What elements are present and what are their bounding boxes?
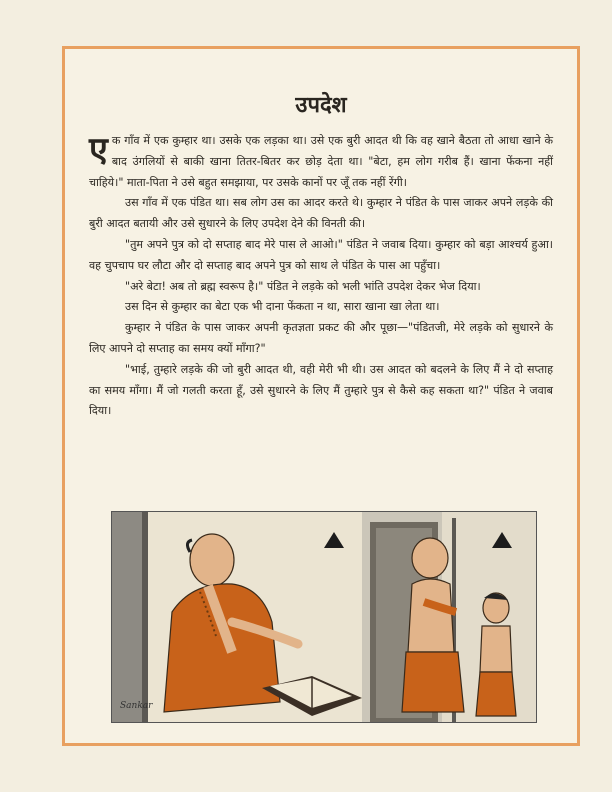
page-title: उपदेश (295, 93, 347, 118)
artist-signature: Sankar (120, 701, 153, 711)
story-illustration (111, 511, 537, 723)
paragraph-4: "अरे बेटा! अब तो ब्रह्म स्वरूप है।" पंडित ने लड़के को भली भांति उपदेश देकर भेज दिया। (125, 279, 481, 293)
paragraph-3: "तुम अपने पुत्र को दो सप्ताह बाद मेरे पास ले आओ।" पंडित ने जवाब दिया। कुम्हार को बड़ा आश्चर्य हुआ। वह चुपचाप घर लौटा और दो सप्ताह बाद अपने पुत्र को साथ ले पंडित के पास आ पहुँचा। (89, 237, 553, 272)
paragraph-1: एक गाँव में एक कुम्हार था। उसके एक लड़का था। उसे एक बुरी आदत थी कि वह खाने बैठता तो आधा खाने के बाद उंगलियों से बाकी खाना तितर-बितर कर छोड़ देता था। "बेटा, हम लोग गरीब हैं। खाना फेंकना नहीं चाहिये।" माता-पिता ने उसे बहुत समझाया, पर उसके कानों पर जूँ तक नहीं रेंगी। (89, 130, 553, 189)
paragraph-2: उस गाँव में एक पंडित था। सब लोग उस का आदर करते थे। कुम्हार ने पंडित के पास जाकर अपने लड़के की बुरी आदत बतायी और उसे सुधारने के लिए उपदेश देने की विनती की। (89, 196, 553, 231)
paragraph-5: उस दिन से कुम्हार का बेटा एक भी दाना फेंकता न था, सारा खाना खा लेता था। (125, 300, 440, 314)
paragraph-6: कुम्हार ने पंडित के पास जाकर अपनी कृतज्ञता प्रकट की और पूछा—"पंडितजी, मेरे लड़के को सुधारने के लिए आपने दो सप्ताह का समय क्यों माँगा?" (89, 321, 553, 355)
story-text (89, 131, 553, 422)
story-frame (62, 46, 580, 746)
drop-cap: ए (89, 130, 108, 170)
paragraph-7: "भाई, तुम्हारे लड़के की जो बुरी आदत थी, वही मेरी भी थी। उस आदत को बदलने के लिए मैं ने दो सप्ताह का समय माँगा। मैं जो गलती करता हूँ, उसे सुधारने के लिए मैं तुम्हारे पुत्र से कैसे कह सकता था?" पंडित ने जवाब दिया। (89, 362, 553, 418)
